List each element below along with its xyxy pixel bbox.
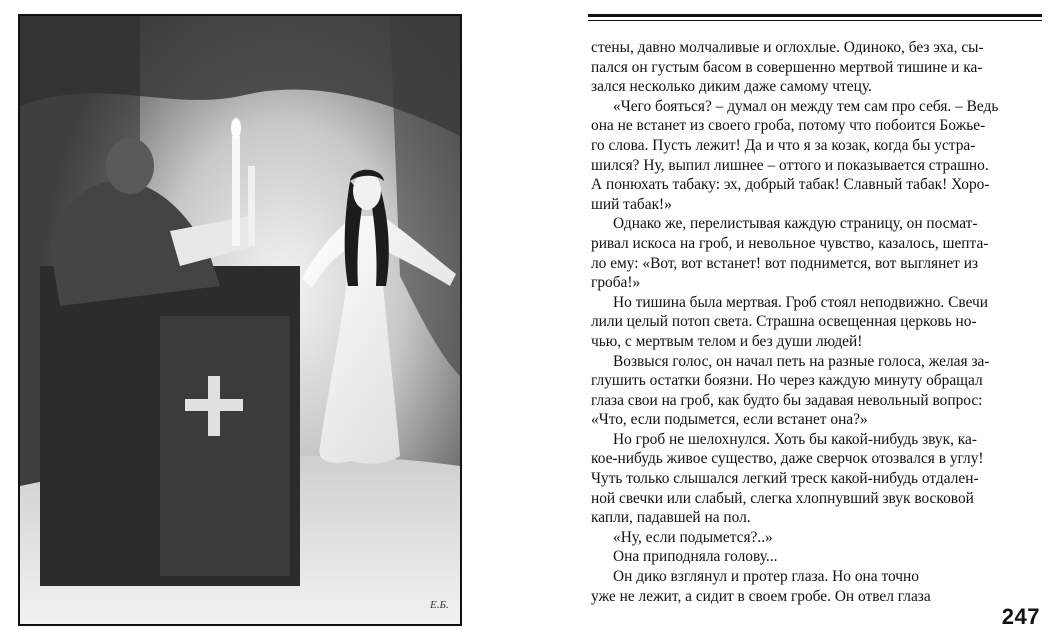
- candle-1: [232, 136, 240, 246]
- text-line: Но тишина была мертвая. Гроб стоял неподвижно. Свечи: [613, 293, 988, 311]
- text-line: Он дико взглянул и протер глаза. Но она точно: [613, 568, 919, 586]
- text-line: капли, падавшей на пол.: [591, 509, 751, 527]
- text-line: ривал искоса на гроб, и невольное чувство, казалось, шепта-: [591, 234, 989, 252]
- candle-flame: [231, 118, 241, 138]
- header-rule-thin: [588, 20, 1042, 21]
- text-line: гроба!»: [591, 274, 641, 292]
- text-line: ной свечки или слабый, слегка хлопнувший звук восковой: [591, 489, 974, 507]
- illustration-drawing: [20, 16, 460, 624]
- witch-face: [353, 172, 381, 210]
- text-line: Возвыся голос, он начал петь на разные голоса, желая за-: [613, 352, 990, 370]
- header-rule-thick: [588, 14, 1042, 17]
- text-line: чью, с мертвым телом и без души людей!: [591, 332, 863, 350]
- candle-2: [248, 166, 255, 246]
- page-number: 247: [1001, 604, 1040, 629]
- text-line: А понюхать табаку: эх, добрый табак! Славный табак! Хоро-: [591, 176, 990, 194]
- text-line: «Чего бояться? – думал он между тем сам про себя. – Ведь: [613, 97, 999, 115]
- text-line: «Ну, если подымется?..»: [613, 528, 773, 546]
- text-line: лили целый потоп света. Страшна освещенная церковь но-: [591, 313, 977, 331]
- text-line: го слова. Пусть лежит! Да и что я за козак, когда бы устра-: [591, 136, 976, 154]
- text-line: Чуть только слышался легкий треск какой-нибудь отдален-: [591, 470, 979, 488]
- illustration-signature: Е.Б.: [430, 599, 449, 611]
- text-line: «Что, если подымется, если встанет она?»: [591, 411, 868, 429]
- body-text: [591, 38, 1040, 606]
- text-line: зался несколько диким даже самому чтецу.: [591, 78, 872, 96]
- text-line: глаза свои на гроб, как будто бы задавая невольный вопрос:: [591, 391, 983, 409]
- text-line: ло ему: «Вот, вот встанет! вот поднимется, вот выглянет из: [591, 254, 979, 272]
- text-line: глушить остатки боязни. Но через каждую минуту обращал: [591, 372, 983, 390]
- cross-horizontal: [185, 399, 243, 411]
- text-line: пался он густым басом в совершенно мертвой тишине и ка-: [591, 58, 983, 76]
- text-line: стены, давно молчаливые и оглохлые. Одиноко, без эха, сы-: [591, 39, 984, 56]
- text-line: она не встанет из своего гроба, потому что побоится Божье-: [591, 117, 986, 135]
- illustration: [18, 14, 462, 626]
- text-line: ший табак!»: [591, 195, 672, 213]
- text-line: уже не лежит, а сидит в своем гробе. Он отвел глаза: [591, 587, 931, 605]
- reader-head: [106, 138, 154, 194]
- text-line: Однако же, перелистывая каждую страницу, он посмат-: [613, 215, 978, 233]
- text-line: Она приподняла голову...: [613, 548, 778, 566]
- text-line: Но гроб не шелохнулся. Хоть бы какой-нибудь звук, ка-: [613, 430, 977, 448]
- text-line: шился? Ну, выпил лишнее – оттого и показывается страшно.: [591, 156, 989, 174]
- text-line: кое-нибудь живое существо, даже сверчок отозвался в углу!: [591, 450, 984, 468]
- lectern-cloth: [160, 316, 290, 576]
